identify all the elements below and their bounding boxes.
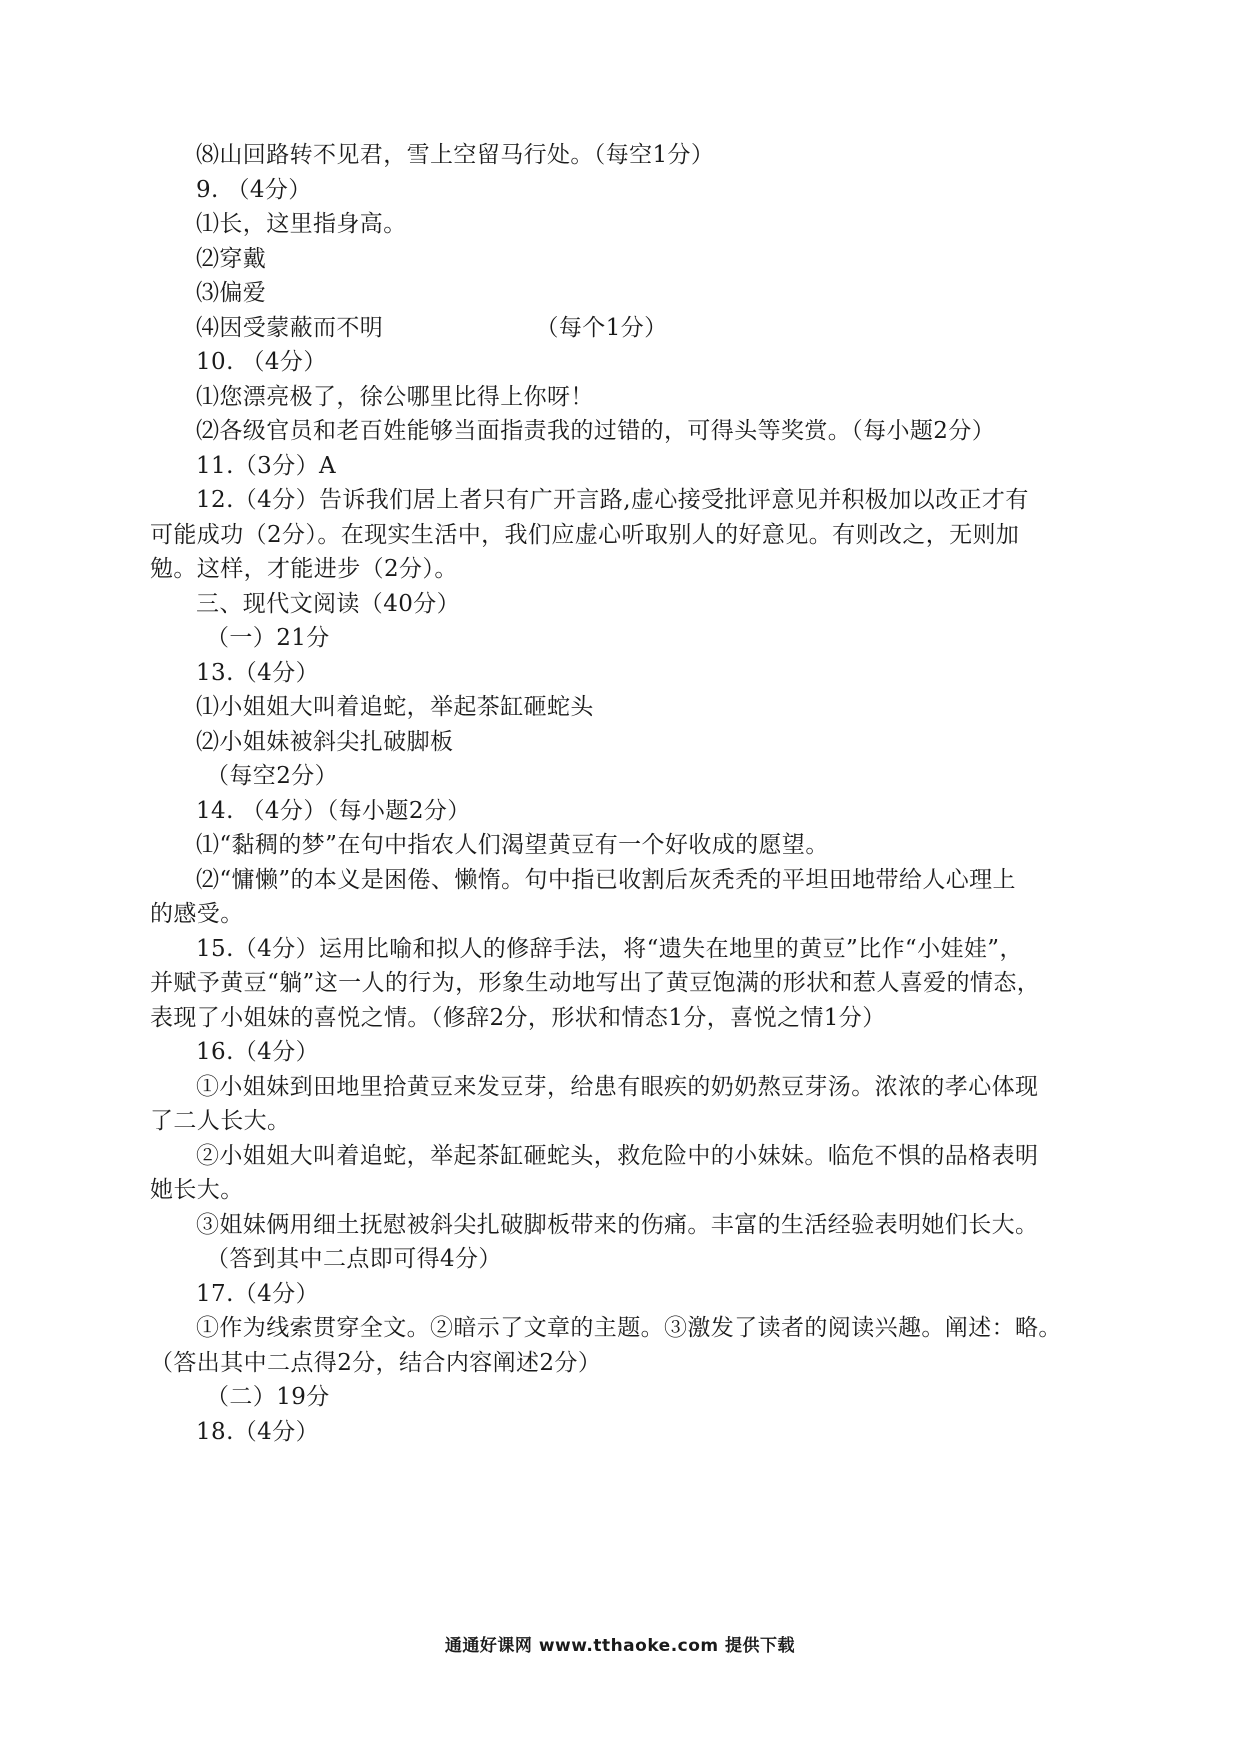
text-line: ⑷因受蒙蔽而不明 （每个1分） xyxy=(196,314,668,341)
text-line: ⑴小姐姐大叫着追蛇，举起茶缸砸蛇头 xyxy=(196,694,594,720)
text-line: ②小姐姐大叫着追蛇，举起茶缸砸蛇头，救危险中的小妹妹。临危不惧的品格表明 xyxy=(196,1142,1039,1169)
text-line: 她长大。 xyxy=(150,1177,244,1203)
text-line: （每空2分） xyxy=(206,763,339,789)
text-line: 11.（3分）A xyxy=(196,452,337,479)
text-line: ⑵穿戴 xyxy=(196,245,267,272)
text-line: 了二人长大。 xyxy=(150,1108,291,1134)
text-line: （答出其中二点得2分，结合内容阐述2分） xyxy=(150,1349,602,1376)
text-line: ⑻山回路转不见君，雪上空留马行处。（每空1分） xyxy=(196,142,715,168)
text-line: 10. （4分） xyxy=(196,349,327,375)
text-line: 可能成功（2分）。在现实生活中，我们应虚心听取别人的好意见。有则改之，无则加 xyxy=(150,521,1020,548)
text-line: 14. （4分）（每小题2分） xyxy=(196,797,471,824)
text-line: 勉。这样，才能进步（2分）。 xyxy=(150,556,458,582)
text-line: 并赋予黄豆“躺”这一人的行为，形象生动地写出了黄豆饱满的形状和惹人喜爱的情态， xyxy=(150,970,1041,996)
text-line: 12.（4分）告诉我们居上者只有广开言路,虚心接受批评意见并积极加以改正才有 xyxy=(196,487,1029,513)
text-line: ⑵小姐妹被斜尖扎破脚板 xyxy=(196,728,454,755)
text-line: ⑴您漂亮极了，徐公哪里比得上你呀！ xyxy=(196,383,594,410)
text-line: 表现了小姐妹的喜悦之情。（修辞2分，形状和情态1分，喜悦之情1分） xyxy=(150,1004,886,1031)
text-line: （一）21分 xyxy=(206,625,330,651)
text-line: ①小姐妹到田地里拾黄豆来发豆芽，给患有眼疾的奶奶熬豆芽汤。浓浓的孝心体现 xyxy=(196,1073,1039,1100)
text-line: 9. （4分） xyxy=(196,176,312,203)
text-line: ⑴“黏稠的梦”在句中指农人们渴望黄豆有一个好收成的愿望。 xyxy=(196,832,829,858)
text-line: ⑴长，这里指身高。 xyxy=(196,211,407,237)
text-line: 18.（4分） xyxy=(196,1418,320,1445)
text-line: 13.（4分） xyxy=(196,659,320,686)
text-line: ⑵各级官员和老百姓能够当面指责我的过错的，可得头等奖赏。（每小题2分） xyxy=(196,418,996,444)
footer-watermark: 通通好课网 www.tthaoke.com 提供下载 xyxy=(444,1636,796,1656)
text-line: 15.（4分）运用比喻和拟人的修辞手法，将“遗失在地里的黄豆”比作“小娃娃”， xyxy=(196,935,1023,962)
text-line: ①作为线索贯穿全文。②暗示了文章的主题。③激发了读者的阅读兴趣。阐述：略。 xyxy=(196,1315,1062,1341)
text-line: ③姐妹俩用细土抚慰被斜尖扎破脚板带来的伤痛。丰富的生活经验表明她们长大。 xyxy=(196,1211,1039,1238)
text-line: 三、现代文阅读（40分） xyxy=(196,590,461,617)
text-line: （二）19分 xyxy=(206,1384,330,1410)
text-line: （答到其中二点即可得4分） xyxy=(206,1246,502,1272)
text-line: ⑶偏爱 xyxy=(196,280,267,306)
text-line: ⑵“慵懒”的本义是困倦、懒惰。句中指已收割后灰秃秃的平坦田地带给人心理上 xyxy=(196,866,1016,893)
text-line: 16.（4分） xyxy=(196,1039,320,1065)
text-line: 的感受。 xyxy=(150,901,244,927)
text-line: 17.（4分） xyxy=(196,1280,320,1307)
